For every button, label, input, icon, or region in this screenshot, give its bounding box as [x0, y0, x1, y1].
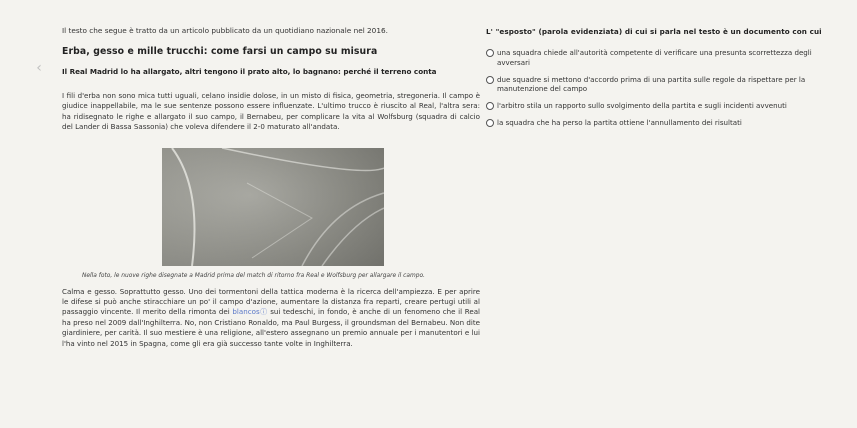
photo-caption: Nella foto, le nuove righe disegnate a Madrid prima del match di ritorno fra Real e Wolfsburg per allargare il campo.: [82, 272, 425, 279]
article-photo: [162, 148, 384, 266]
radio-button[interactable]: [486, 119, 494, 127]
quiz-option-2[interactable]: due squadre si mettono d'accordo prima di una partita sulle regole da rispettare per la manutenzione del campo: [486, 75, 836, 95]
quiz-panel: [486, 27, 836, 135]
radio-button[interactable]: [486, 102, 494, 110]
radio-button[interactable]: [486, 76, 494, 84]
previous-arrow-icon[interactable]: ‹: [36, 60, 42, 76]
article-subtitle: Il Real Madrid lo ha allargato, altri tengono il prato alto, lo bagnano: perché il terreno conta: [62, 67, 437, 76]
info-icon: ⓘ: [259, 307, 268, 317]
radio-button[interactable]: [486, 49, 494, 57]
quiz-option-3[interactable]: l'arbitro stila un rapporto sullo svolgimento della partita e sugli incidenti avvenuti: [486, 101, 836, 111]
quiz-option-1[interactable]: una squadra chiede all'autorità competente di verificare una presunta scorrettezza degli avversari: [486, 48, 836, 68]
blancos-link[interactable]: blancosⓘ: [232, 307, 268, 317]
article-panel: [62, 26, 480, 349]
quiz-option-4[interactable]: la squadra che ha perso la partita ottiene l'annullamento dei risultati: [486, 118, 836, 128]
article-paragraph-1: I fili d'erba non sono mica tutti uguali, celano insidie dolose, in un misto di fisica, geometria, stregoneria. Il campo è giudice inappellabile, ma le sue sentenze possono essere influenzate. L'ultimo trucco è riuscito al Real, l'altra sera: ha ridisegnato le righe e allargato il suo campo, il Bernabeu, per complicare la vita al Wolfsburg (squadra di calcio del Lander di Bassa Sassonia) che voleva difendere il 2-0 maturato all'andata.: [62, 91, 480, 132]
article-intro: Il testo che segue è tratto da un articolo pubblicato da un quotidiano nazionale nel 2016.: [62, 26, 388, 35]
article-headline: Erba, gesso e mille trucchi: come farsi un campo su misura: [62, 46, 378, 57]
quiz-question: L' "esposto" (parola evidenziata) di cui si parla nel testo è un documento con cui: [486, 27, 822, 36]
article-paragraph-2: Calma e gesso. Soprattutto gesso. Uno dei tormentoni della tattica moderna è la ricerca dell'ampiezza. E per aprire le difese si può anche stiracchiare un po' il campo d'azione, aumentare la distanza fra reparti, creare pertugi utili al passaggio vincente. Il merito della rimonta dei blancosⓘ sui tedeschi, in fondo, è anche di un fenomeno che il Real ha preso nel 2009 dall'Inghilterra. No, non Cristiano Ronaldo, ma Paul Burgess, il groundsman del Bernabeu. Non dite giardiniere, per carità. Il suo mestiere è una religione, all'estero assegnano un premio annuale per i manutentori e lui l'ha vinto nel 2015 in Spagna, come gli era già successo tante volte in Inghilterra.: [62, 286, 481, 348]
